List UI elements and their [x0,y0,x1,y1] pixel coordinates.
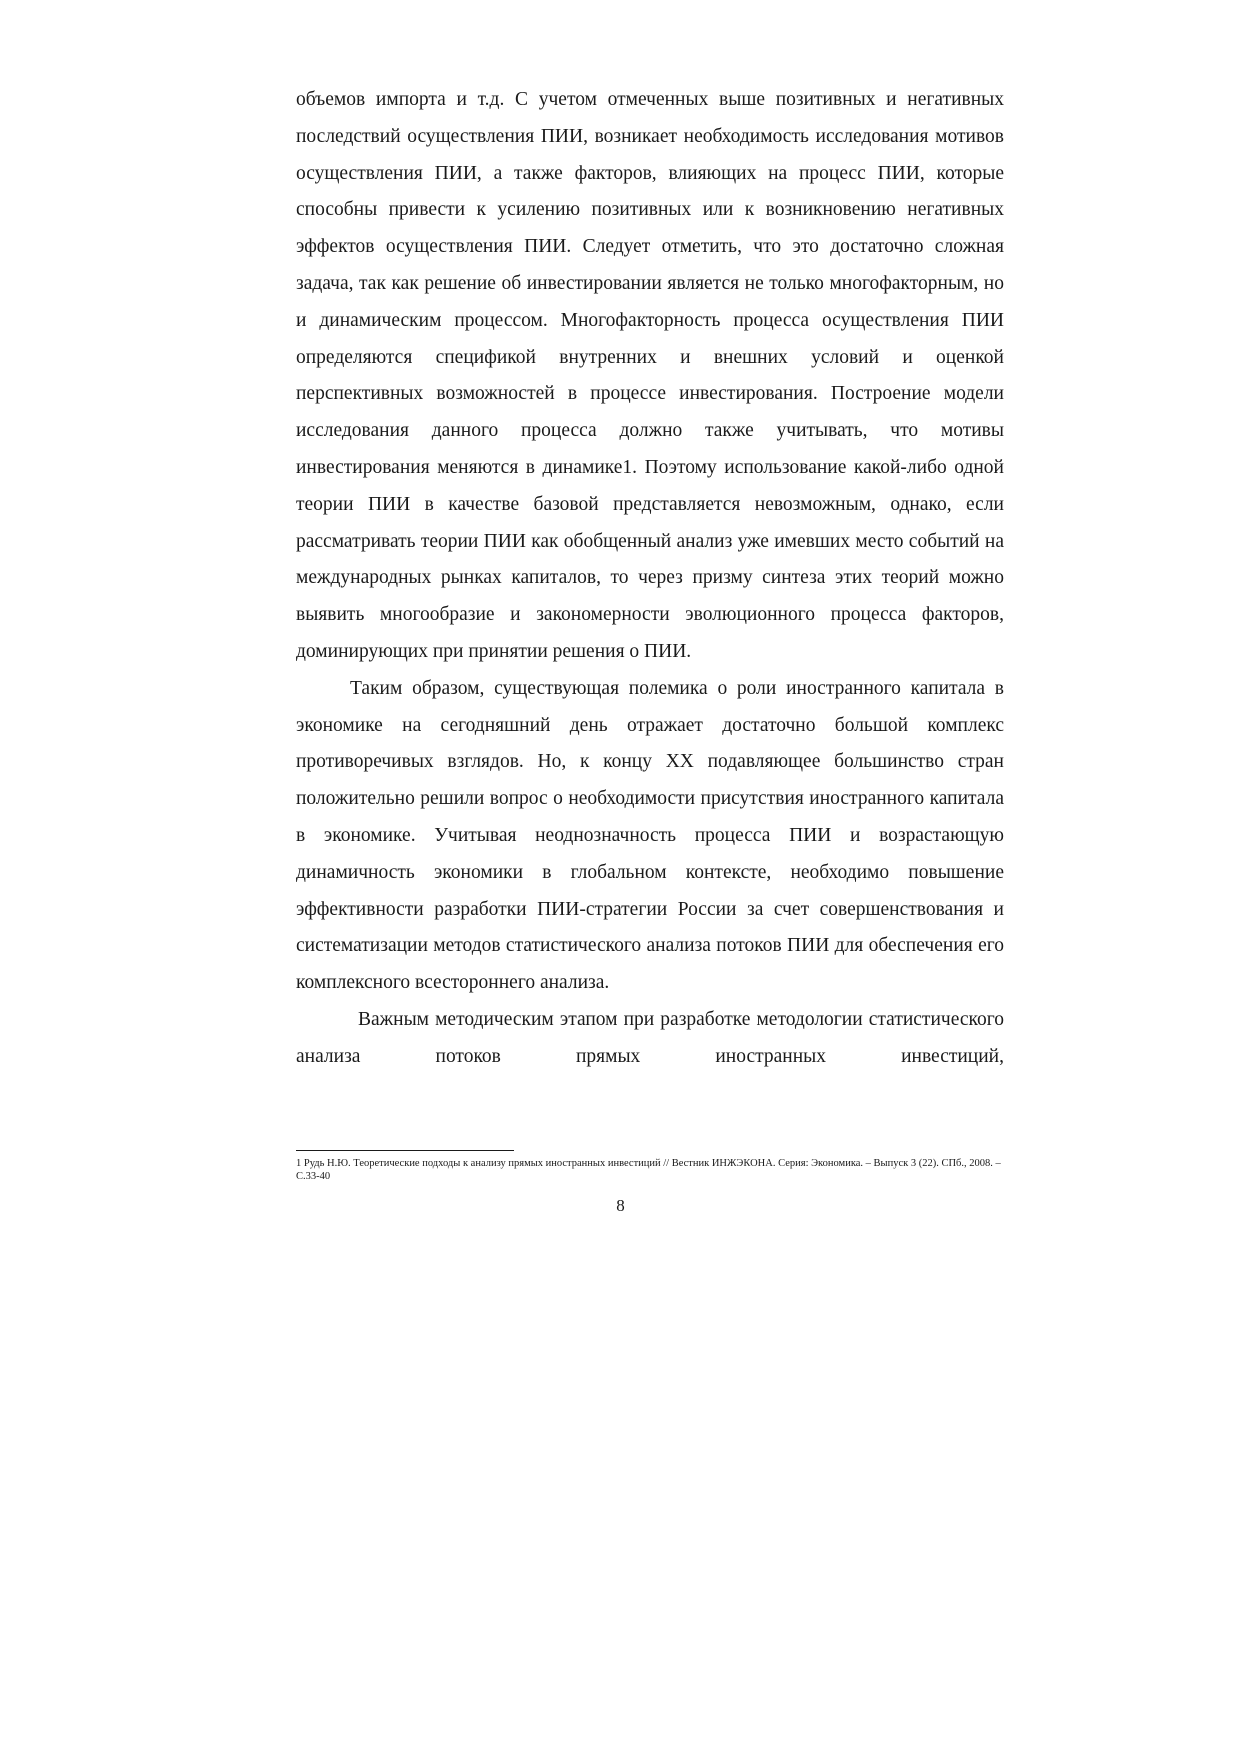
footnote-separator [296,1150,514,1151]
paragraph-1: объемов импорта и т.д. С учетом отмеченных выше позитивных и негативных последствий осуществления ПИИ, возникает необходимость исследования мотивов осуществления ПИИ, а также факторов, влияющих на процесс ПИИ, которые способны привести к усилению позитивных или к возникновению негативных эффектов осуществления ПИИ. Следует отметить, что это достаточно сложная задача, так как решение об инвестировании является не только многофакторным, но и динамическим процессом. Многофакторность процесса осуществления ПИИ определяются спецификой внутренних и внешних условий и оценкой перспективных возможностей в процессе инвестирования. Построение модели исследования данного процесса должно также учитывать, что мотивы инвестирования меняются в динамике1. Поэтому использование какой-либо одной теории ПИИ в качестве базовой представляется невозможным, однако, если рассматривать теории ПИИ как обобщенный анализ уже имевших место событий на международных рынках капиталов, то через призму синтеза этих теорий можно выявить многообразие и закономерности эволюционного процесса факторов, доминирующих при принятии решения о ПИИ. [296,89,1004,662]
paragraph-2: Таким образом, существующая полемика о роли иностранного капитала в экономике на сегодняшний день отражает достаточно большой комплекс противоречивых взглядов. Но, к концу XX подавляющее большинство стран положительно решили вопрос о необходимости присутствия иностранного капитала в экономике. Учитывая неоднозначность процесса ПИИ и возрастающую динамичность экономики в глобальном контексте, необходимо повышение эффективности разработки ПИИ-стратегии России за счет совершенствования и систематизации методов статистического анализа потоков ПИИ для обеспечения его комплексного всестороннего анализа. [296,677,1004,994]
document-body [296,82,1004,1076]
footnote: 1 Рудь Н.Ю. Теоретические подходы к анализу прямых иностранных инвестиций // Вестник ИНЖЭКОНА. Серия: Экономика. – Выпуск 3 (22). СПб., 2008. – С.33-40 [296,1158,1001,1182]
paragraph-3: Важным методическим этапом при разработке методологии статистического анализа потоков прямых иностранных инвестиций, [296,1008,1004,1067]
page-number: 8 [616,1196,625,1215]
